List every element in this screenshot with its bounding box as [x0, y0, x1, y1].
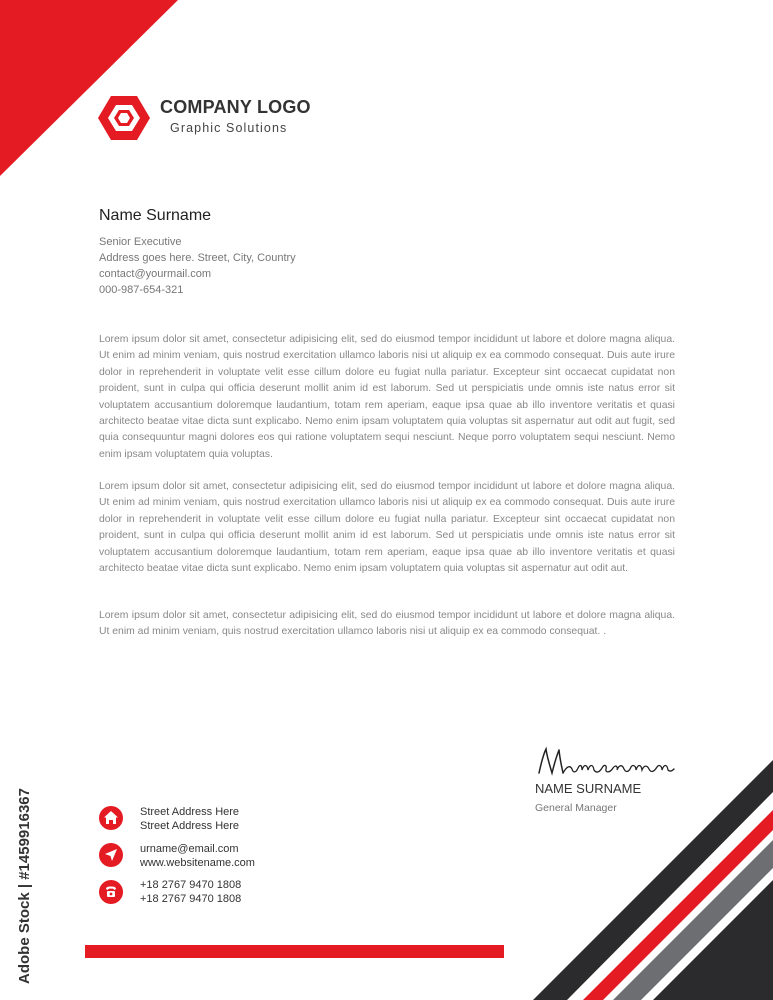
- send-icon: [99, 843, 123, 867]
- home-icon: [99, 806, 123, 830]
- sender-title: Senior Executive: [99, 236, 182, 248]
- hexagon-icon: [97, 94, 151, 142]
- sender-address: Address goes here. Street, City, Country: [99, 252, 296, 264]
- address-line-2: Street Address Here: [140, 820, 240, 832]
- body-paragraph-3: Lorem ipsum dolor sit amet, consectetur adipisicing elit, sed do eiusmod tempor incididunt ut labore et dolore magna aliqua. Ut enim ad minim veniam, quis nostrud exercitation ullamco laboris nisi ut aliquip ex ea commodo consequat. .: [99, 610, 675, 638]
- stock-watermark-text: Adobe Stock | #1459916367: [16, 788, 33, 984]
- phone-icon: [99, 880, 123, 904]
- address-line-1: Street Address Here: [140, 806, 240, 818]
- red-corner-decoration: [0, 0, 180, 180]
- stock-watermark: [6, 754, 36, 984]
- body-paragraph-2: Lorem ipsum dolor sit amet, consectetur adipisicing elit, sed do eiusmod tempor incididunt ut labore et dolore magna aliqua. Ut enim ad minim veniam, quis nostrud exercitation ullamco laboris nisi ut aliquip ex ea commodo consequat. Duis aute irure dolor in reprehenderit in voluptate velit esse cillum dolore eu fugiat nulla pariatur. Excepteur sint occaecat cupidatat non proident, sunt in culpa qui officia deserunt mollit anim id est laborum. Sed ut perspiciatis unde omnis iste natus error sit voluptatem accusantium doloremque laudantium, totam rem aperiam, eaque ipsa quae ab illo inventore veritatis et quasi architecto beatae vitae dicta sunt explicabo. Nemo enim ipsam voluptatem quia voluptas sit aspernatur aut odit aut.: [99, 481, 675, 575]
- diagonal-stripes-decoration: [533, 760, 773, 1000]
- body-paragraph-1: Lorem ipsum dolor sit amet, consectetur adipisicing elit, sed do eiusmod tempor incididunt ut labore et dolore magna aliqua. Ut enim ad minim veniam, quis nostrud exercitation ullamco laboris nisi ut aliquip ex ea commodo consequat. Duis aute irure dolor in reprehenderit in voluptate velit esse cillum dolore eu fugiat nulla pariatur. Excepteur sint occaecat cupidatat non proident, sunt in culpa qui officia deserunt mollit anim id est laborum. Sed ut perspiciatis unde omnis iste natus error sit voluptatem accusantium doloremque laudantium, totam rem aperiam, eaque ipsa quae ab illo inventore veritatis et quasi architecto beatae vitae dicta sunt explicabo. Nemo enim ipsam voluptatem quia voluptas sit aspernatur aut odit aut fugit, sed quia consequuntur magni dolores eos qui ratione voluptatem sequi nesciunt. Neque porro voluptatem sequi nesciunt. Nemo enim ipsam voluptatem quia voluptas.: [99, 334, 675, 460]
- sender-name: Name Surname: [99, 207, 212, 224]
- contact-phone-2: +18 2767 9470 1808: [140, 893, 242, 905]
- footer-red-bar: [85, 945, 504, 958]
- contact-email: urname@email.com: [140, 843, 239, 855]
- company-name: COMPANY LOGO: [160, 97, 311, 117]
- company-tagline: Graphic Solutions: [170, 121, 288, 135]
- sender-email: contact@yourmail.com: [99, 268, 212, 280]
- sender-phone: 000-987-654-321: [99, 284, 184, 296]
- contact-phone-1: +18 2767 9470 1808: [140, 879, 242, 891]
- signer-role: General Manager: [535, 802, 617, 814]
- signer-name: NAME SURNAME: [535, 781, 642, 796]
- contact-website: www.websitename.com: [140, 857, 255, 869]
